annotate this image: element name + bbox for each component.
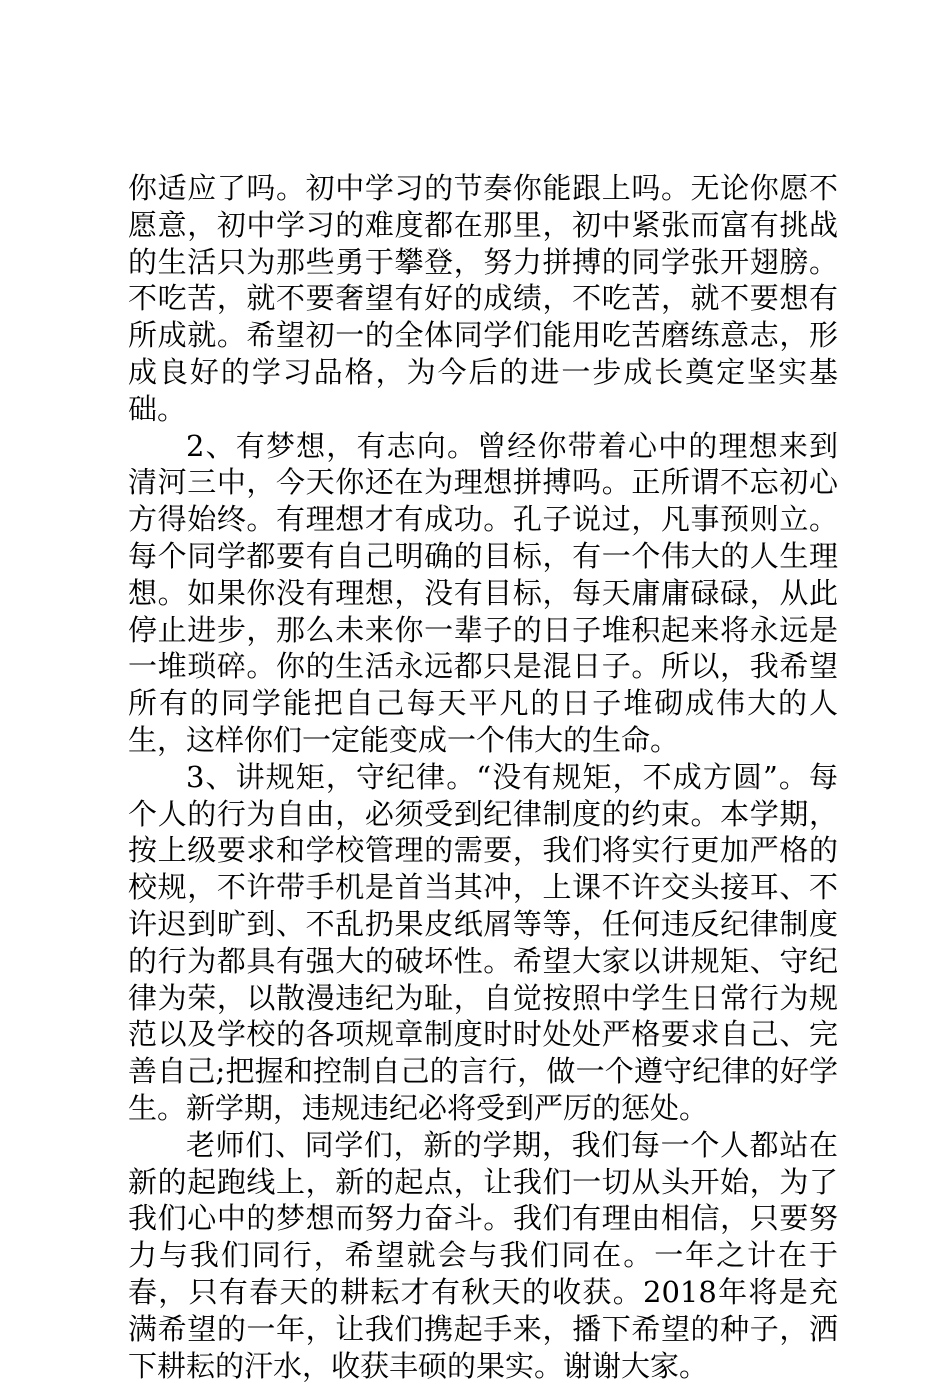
paragraph-rules-discipline: 3、讲规矩，守纪律。“没有规矩，不成方圆”。每个人的行为自由，必须受到纪律制度的约束。本学期，按上级要求和学校管理的需要，我们将实行更加严格的校规，不许带手机是首当其冲，上课不许交头接耳、不许迟到旷到、不乱扔果皮纸屑等等，任何违反纪律制度的行为都具有强大的破坏性。希望大家以讲规矩、守纪律为荣，以散漫违纪为耻，自觉按照中学生日常行为规范以及学校的各项规章制度时时处处严格要求自己、完善自己;把握和控制自己的言行，做一个遵守纪律的好学生。新学期，违规违纪必将受到严厉的惩处。 <box>128 759 838 1125</box>
paragraph-closing: 老师们、同学们，新的学期，我们每一个人都站在新的起跑线上，新的起点，让我们一切从头开始，为了我们心中的梦想而努力奋斗。我们有理由相信，只要努力与我们同行，希望就会与我们同在。一年之计在于春，只有春天的耕耘才有秋天的收获。2018年将是充满希望的一年，让我们携起手来，播下希望的种子，洒下耕耘的汗水，收获丰硕的果实。谢谢大家。 <box>128 1127 838 1383</box>
paragraph-dream-goal: 2、有梦想，有志向。曾经你带着心中的理想来到清河三中，今天你还在为理想拼搏吗。正所谓不忘初心方得始终。有理想才有成功。孔子说过，凡事预则立。每个同学都要有自己明确的目标，有一个伟大的人生理想。如果你没有理想，没有目标，每天庸庸碌碌，从此停止进步，那么未来你一辈子的日子堆积起来将永远是一堆琐碎。你的生活永远都只是混日子。所以，我希望所有的同学能把自己每天平凡的日子堆砌成伟大的人生，这样你们一定能变成一个伟大的生命。 <box>128 428 838 757</box>
paragraph-continuation: 你适应了吗。初中学习的节奏你能跟上吗。无论你愿不愿意，初中学习的难度都在那里，初中紧张而富有挑战的生活只为那些勇于攀登，努力拼搏的同学张开翅膀。不吃苦，就不要奢望有好的成绩，不吃苦，就不要想有所成就。希望初一的全体同学们能用吃苦磨练意志，形成良好的学习品格，为今后的进一步成长奠定坚实基础。 <box>128 171 838 426</box>
body-text <box>128 170 838 1384</box>
